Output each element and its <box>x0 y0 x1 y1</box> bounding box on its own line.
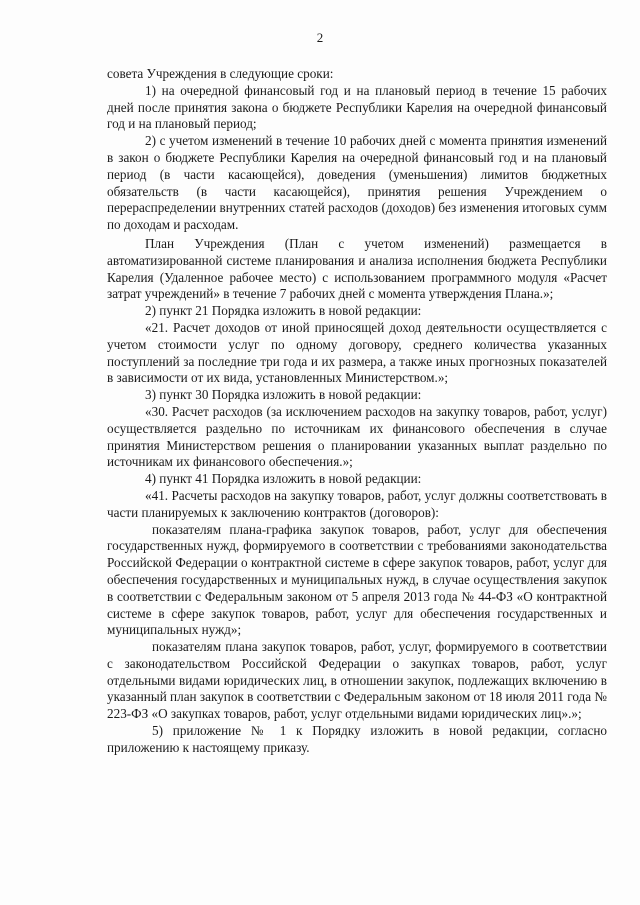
paragraph-item-1: 1) на очередной финансовый год и на плановый период в течение 15 рабочих дней после принятия закона о бюджете Республики Карелия на очередной финансовый год и на плановый период; <box>107 82 607 132</box>
paragraph-appendix-1: 5) приложение № 1 к Порядку изложить в новой редакции, согласно приложению к настоящему приказу. <box>107 723 607 755</box>
document-body <box>107 66 607 757</box>
paragraph-amendment-21: 2) пункт 21 Порядка изложить в новой редакции: <box>145 303 422 319</box>
paragraph-223fz-indicators: показателям плана закупок товаров, работ, услуг, формируемого в соответствии с законодательством Российской Федерации о закупках товаров, работ, услуг отдельными видами юридических лиц, в отношении закупок, подлежащих включению в указанный план закупок в соответствии с Федеральным законом от 18 июля 2011 года № 223-ФЗ «О закупках товаров, работ, услуг отдельными видами юридических лиц».»; <box>107 639 607 722</box>
paragraph-amendment-30: 3) пункт 30 Порядка изложить в новой редакции: <box>145 387 422 403</box>
paragraph-clause-30: «30. Расчет расходов (за исключением расходов на закупку товаров, работ, услуг) осуществляется раздельно по источникам их финансового обеспечения в случае принятия Министерством решения о планировании указанных выплат раздельно по источникам их финансового обеспечения.»; <box>107 403 607 470</box>
paragraph-plan-placement: План Учреждения (План с учетом изменений) размещается в автоматизированной системе планирования и анализа исполнения бюджета Республики Карелия (Удаленное рабочее место) с использованием программного модуля «Расчет затрат учреждений» в течение 7 рабочих дней с момента утверждения Плана.»; <box>107 235 607 302</box>
page-number: 2 <box>316 30 324 45</box>
paragraph-amendment-41: 4) пункт 41 Порядка изложить в новой редакции: <box>145 471 422 487</box>
paragraph-44fz-indicators: показателям плана-графика закупок товаров, работ, услуг для обеспечения государственных нужд, формируемого в соответствии с требованиями законодательства Российской Федерации о контрактной системе в сфере закупок товаров, работ, услуг для обеспечения государственных и муниципальных нужд, в случае осуществления закупок в соответствии с Федеральным законом от 5 апреля 2013 года № 44-ФЗ «О контрактной системе в сфере закупок товаров, работ, услуг для обеспечения государственных и муниципальных нужд»; <box>107 521 607 638</box>
paragraph-clause-21: «21. Расчет доходов от иной приносящей доход деятельности осуществляется с учетом стоимости услуг по одному договору, среднего количества указанных поступлений за последние три года и их размера, а также иных прогнозных показателей в зависимости от их вида, установленных Министерством.»; <box>107 319 607 386</box>
paragraph-clause-41: «41. Расчеты расходов на закупку товаров, работ, услуг должны соответствовать в части планируемых к заключению контрактов (договоров): <box>107 487 607 520</box>
paragraph-intro: совета Учреждения в следующие сроки: <box>107 66 334 81</box>
paragraph-item-2: 2) с учетом изменений в течение 10 рабочих дней с момента принятия изменений в закон о бюджете Республики Карелия на очередной финансовый год и на плановый период (в части касающейся), доведения (уменьшения) лимитов бюджетных обязательств (в части касающейся), принятия решения Учреждением о перераспределении внутренних статей расходов (доходов) без изменения итоговых сумм по доходам и расходам. <box>107 133 607 233</box>
